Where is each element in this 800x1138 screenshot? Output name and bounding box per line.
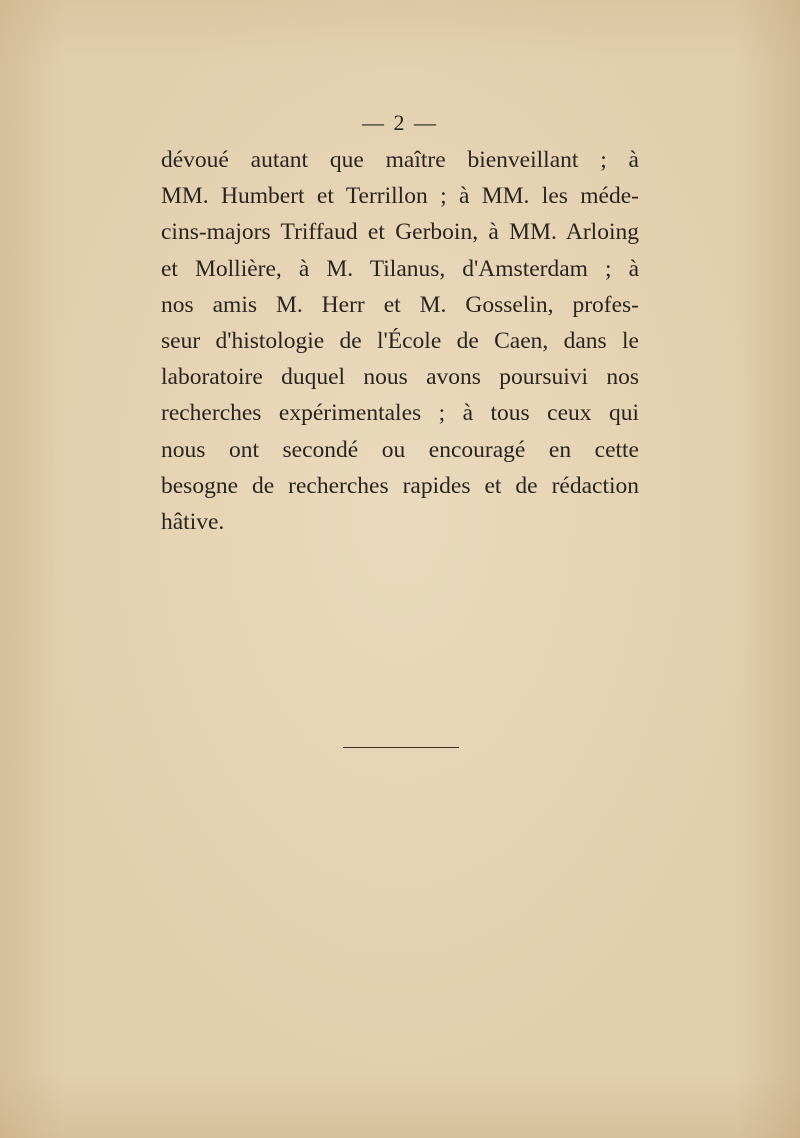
body-paragraph	[161, 142, 639, 540]
text-line: MM. Humbert et Terrillon ; à MM. les méde-	[161, 183, 639, 210]
text-line: laboratoire duquel nous avons poursuivi nos	[161, 364, 639, 391]
text-line: hâtive.	[161, 508, 225, 535]
text-line: cins-majors Triffaud et Gerboin, à MM. Arloing	[161, 219, 639, 246]
page-number: — 2 —	[362, 110, 438, 135]
text-line: besogne de recherches rapides et de rédaction	[161, 472, 639, 499]
section-divider	[343, 747, 459, 748]
text-line: nous ont secondé ou encouragé en cette	[161, 436, 639, 463]
text-line: seur d'histologie de l'École de Caen, dans le	[161, 327, 639, 354]
text-line: recherches expérimentales ; à tous ceux qui	[161, 400, 639, 427]
text-line: nos amis M. Herr et M. Gosselin, profes-	[161, 291, 639, 318]
text-line: dévoué autant que maître bienveillant ; à	[161, 147, 639, 173]
text-line: et Mollière, à M. Tilanus, d'Amsterdam ; à	[161, 255, 639, 282]
